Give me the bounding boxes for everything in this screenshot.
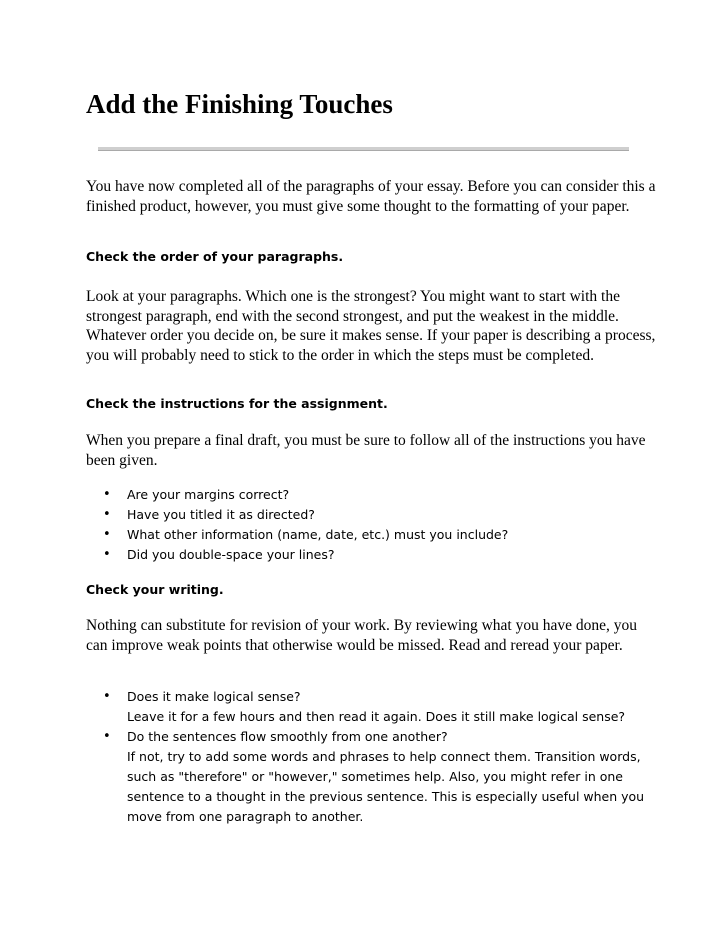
bullet-icon: •: [103, 487, 111, 502]
section-text-writing: Nothing can substitute for revision of your work. By reviewing what you have done, you can improve weak points that otherwise would be missed. Read and reread your paper.: [86, 617, 638, 654]
list-item: [86, 727, 661, 827]
bullet-icon: •: [103, 507, 111, 522]
list-item: • Are your margins correct?: [86, 485, 661, 505]
intro-paragraph: You have now completed all of the paragraphs of your essay. Before you can consider this a finished product, however, you must give some thought to the formatting of your paper.: [86, 178, 656, 215]
section-heading-writing: Check your writing.: [86, 582, 224, 597]
bullet-icon: •: [103, 527, 111, 542]
list-item: • Did you double-space your lines?: [86, 545, 661, 565]
list-item-question: Do the sentences flow smoothly from one another?: [127, 729, 448, 744]
section-heading-order: Check the order of your paragraphs.: [86, 249, 344, 264]
list-item: • What other information (name, date, etc.) must you include?: [86, 525, 661, 545]
bullet-icon: •: [103, 689, 111, 704]
list-item-answer: If not, try to add some words and phrases to help connect them. Transition words, such as "therefore" or "however," sometimes help. Also, you might refer in one sentence to a thought in the previous sentence. This is especially useful when you move from one paragraph to another.: [127, 749, 645, 824]
list-item: [86, 687, 661, 727]
page-title: Add the Finishing Touches: [86, 89, 393, 119]
bullet-icon: •: [103, 547, 111, 562]
section-text-instructions: When you prepare a final draft, you must be sure to follow all of the instructions you have been given.: [86, 432, 646, 469]
writing-checklist: [86, 687, 661, 827]
bullet-icon: •: [103, 729, 111, 744]
section-text-order: Look at your paragraphs. Which one is the strongest? You might want to start with the strongest paragraph, end with the second strongest, and put the weakest in the middle. Whatever order you decide on, be sure it makes sense. If your paper is describing a process, you will probably need to stick to the order in which the steps must be completed.: [86, 288, 656, 364]
list-item: • Have you titled it as directed?: [86, 505, 661, 525]
list-item-answer: Leave it for a few hours and then read it again. Does it still make logical sense?: [127, 709, 626, 724]
instructions-checklist: [86, 485, 661, 565]
horizontal-divider: [98, 147, 629, 151]
list-item-question: Does it make logical sense?: [127, 689, 301, 704]
section-heading-instructions: Check the instructions for the assignment.: [86, 396, 388, 411]
